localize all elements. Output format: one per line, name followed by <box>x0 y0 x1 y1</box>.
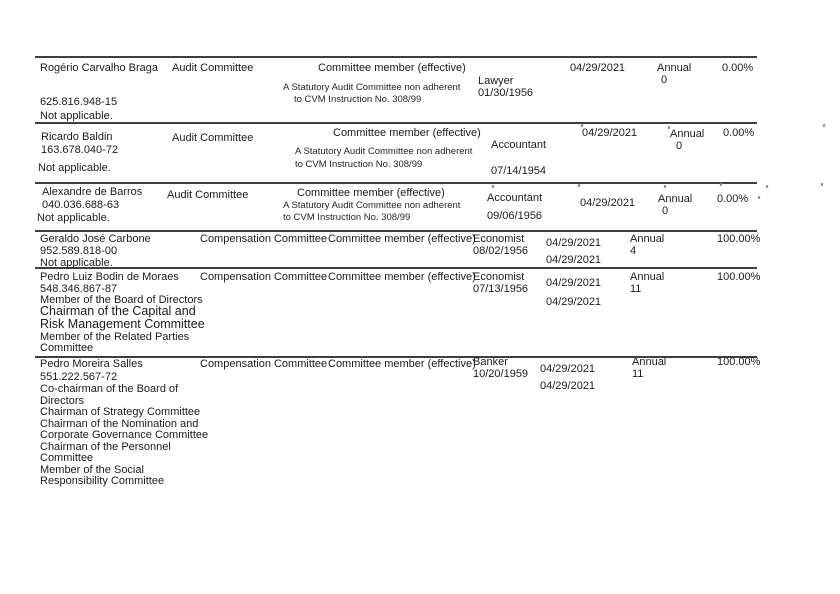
scan-artifact <box>720 183 723 186</box>
member-role: Responsibility Committee <box>40 475 165 487</box>
profession: Accountant <box>491 139 547 151</box>
member-role: Co-chairman of the Board of <box>40 383 179 395</box>
member-role: Not applicable. <box>40 110 113 122</box>
member-role: Not applicable. <box>37 212 110 224</box>
member-role: Risk Management Committee <box>40 317 205 331</box>
election-date: 04/29/2021 <box>546 296 602 308</box>
member-name: Ricardo Baldin <box>41 131 113 143</box>
member-position: Committee member (effective) <box>328 358 476 370</box>
participation-percentage: 100.00% <box>717 356 761 368</box>
consecutive-mandates: 0 <box>676 140 683 152</box>
election-date: 04/29/2021 <box>546 277 602 289</box>
committee-note-line: A Statutory Audit Committee non adherent <box>295 146 473 157</box>
committee-note-line: A Statutory Audit Committee non adherent <box>283 200 461 211</box>
scan-artifact <box>766 185 769 188</box>
consecutive-mandates: 11 <box>632 368 644 380</box>
profession: Banker <box>473 356 508 368</box>
scan-artifact <box>664 185 667 188</box>
election-date: 04/29/2021 <box>540 380 596 392</box>
member-role: Chairman of the Capital and <box>40 304 196 318</box>
member-role: Chairman of the Personnel <box>40 441 171 453</box>
member-role: Not applicable. <box>38 162 111 174</box>
profession: Economist <box>473 233 525 245</box>
profession: Accountant <box>487 192 543 204</box>
member-role: Member of the Related Parties <box>40 331 190 343</box>
committee-note-line: to CVM Instruction No. 308/99 <box>283 212 411 223</box>
election-date: 04/29/2021 <box>546 254 602 266</box>
member-cpf: 625.816.948-15 <box>40 96 118 108</box>
birth-date: 09/06/1956 <box>487 210 543 222</box>
scan-artifact <box>758 196 761 199</box>
member-cpf: 163.678.040-72 <box>41 144 119 156</box>
row-separator <box>35 122 757 124</box>
member-name: Rogério Carvalho Braga <box>40 62 159 74</box>
election-date: 04/29/2021 <box>580 197 636 209</box>
birth-date: 01/30/1956 <box>478 87 534 99</box>
birth-date: 07/13/1956 <box>473 283 529 295</box>
member-position: Committee member (effective) <box>333 127 481 139</box>
member-name: Geraldo José Carbone <box>40 233 151 245</box>
scan-artifact <box>823 124 826 127</box>
committee-name: Audit Committee <box>172 132 254 144</box>
scan-artifact <box>492 185 495 188</box>
member-name: Pedro Moreira Salles <box>40 358 143 370</box>
committee-note-line: A Statutory Audit Committee non adherent <box>283 82 461 93</box>
row-separator <box>35 267 757 269</box>
consecutive-mandates: 11 <box>630 283 642 295</box>
member-cpf: 548.346.867-87 <box>40 283 118 295</box>
member-role: Corporate Governance Committee <box>40 429 209 441</box>
consecutive-mandates: 0 <box>662 205 669 217</box>
birth-date: 10/20/1959 <box>473 368 529 380</box>
participation-percentage: 100.00% <box>717 271 761 283</box>
profession: Lawyer <box>478 75 514 87</box>
committee-name: Audit Committee <box>172 62 254 74</box>
member-position: Committee member (effective) <box>297 187 445 199</box>
committee-note-line: to CVM Instruction No. 308/99 <box>294 94 422 105</box>
consecutive-mandates: 0 <box>661 74 668 86</box>
election-date: 04/29/2021 <box>582 127 638 139</box>
election-date: 04/29/2021 <box>546 237 602 249</box>
participation-percentage: 100.00% <box>717 233 761 245</box>
member-position: Committee member (effective) <box>328 271 476 283</box>
election-date: 04/29/2021 <box>570 62 626 74</box>
scan-artifact <box>821 183 824 186</box>
participation-percentage: 0.00% <box>722 62 754 74</box>
member-cpf: 952.589.818-00 <box>40 245 118 257</box>
member-cpf: 551.222.567-72 <box>40 371 118 383</box>
birth-date: 07/14/1954 <box>491 165 547 177</box>
committee-name: Compensation Committee <box>200 271 328 283</box>
member-role: Not applicable. <box>40 257 113 269</box>
member-role: Member of the Board of Directors <box>40 294 203 306</box>
term-type: Annual <box>630 271 665 283</box>
term-type: Annual <box>657 62 692 74</box>
member-name: Pedro Luiz Bodin de Moraes <box>40 271 179 283</box>
member-role: Committee <box>40 452 94 464</box>
member-role: Committee <box>40 342 94 354</box>
consecutive-mandates: 4 <box>630 245 637 257</box>
row-separator <box>35 56 757 58</box>
term-type: Annual <box>658 193 693 205</box>
member-role: Directors <box>40 395 85 407</box>
row-separator <box>35 230 757 232</box>
committee-name: Compensation Committee <box>200 358 328 370</box>
scan-artifact <box>578 184 581 187</box>
participation-percentage: 0.00% <box>723 127 755 139</box>
profession: Economist <box>473 271 525 283</box>
member-name: Alexandre de Barros <box>42 186 143 198</box>
member-role: Chairman of the Nomination and <box>40 418 199 430</box>
member-role: Member of the Social <box>40 464 144 476</box>
term-type: Annual <box>632 356 667 368</box>
member-position: Committee member (effective) <box>328 233 476 245</box>
row-separator <box>35 182 757 184</box>
member-role: Chairman of Strategy Committee <box>40 406 201 418</box>
term-type: Annual <box>630 233 665 245</box>
member-position: Committee member (effective) <box>318 62 466 74</box>
member-cpf: 040.036.688-63 <box>42 199 120 211</box>
committee-name: Audit Committee <box>167 189 249 201</box>
term-type: Annual <box>670 128 705 140</box>
participation-percentage: 0.00% <box>717 193 749 205</box>
birth-date: 08/02/1956 <box>473 245 529 257</box>
election-date: 04/29/2021 <box>540 363 596 375</box>
committee-note-line: to CVM Instruction No. 308/99 <box>295 159 423 170</box>
committee-name: Compensation Committee <box>200 233 328 245</box>
